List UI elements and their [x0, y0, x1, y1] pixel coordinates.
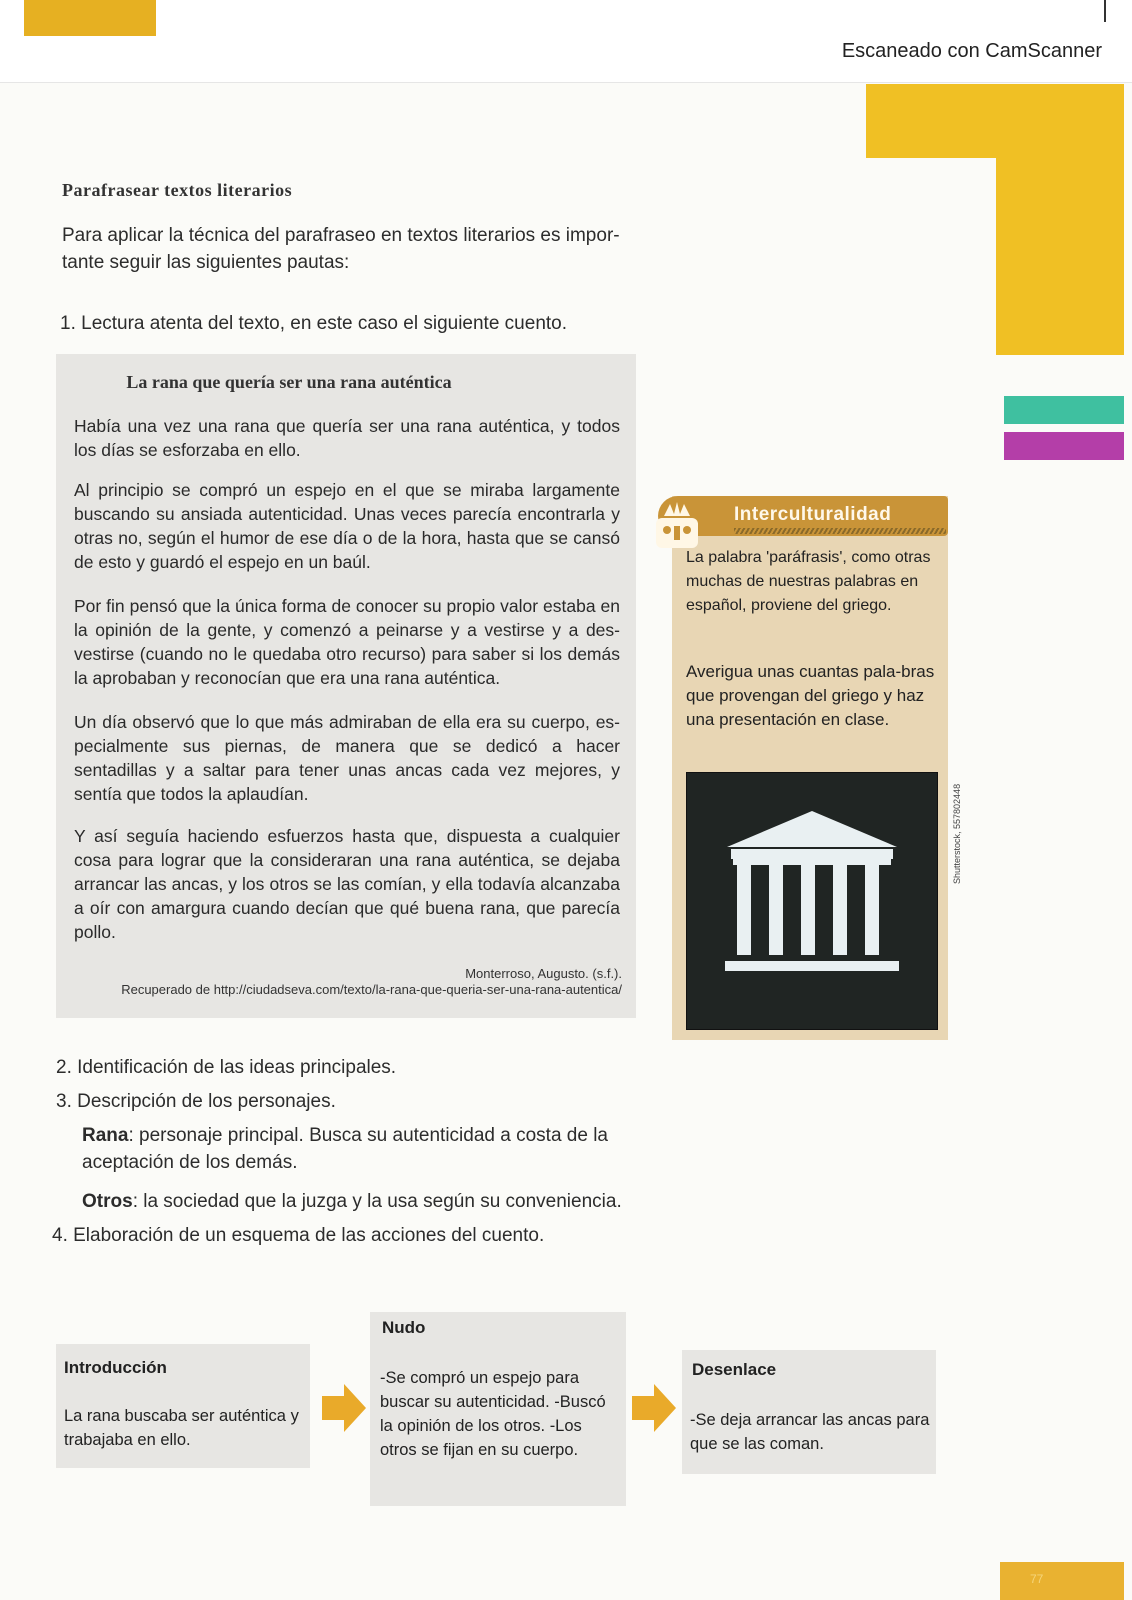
scheme-nudo-text: -Se compró un espejo para buscar su autenticidad. -Buscó la opinión de los otros. -Los otros se fijan en su cuerpo.	[380, 1369, 606, 1459]
character-rana	[82, 1122, 642, 1176]
story-paragraph: Y así seguía haciendo esfuerzos hasta que, dispuesta a cualquier cosa para lograr que la consideraran una rana auténtica, se dejaba arrancar las ancas, y los otros se las comían, y ella todavía alcanzaba a oír con amargura cuando decían que qué buena rana, que parecía pollo.	[74, 826, 620, 942]
page-number-tab	[1000, 1562, 1124, 1600]
scanner-label: Escaneado con CamScanner	[841, 40, 1102, 62]
decorative-purple-bar	[1004, 432, 1124, 460]
story-author: Monterroso, Augusto. (s.f.).	[465, 966, 622, 981]
interculturalidad-task: Averigua unas cuantas pala-bras que provengan del griego y haz una presentación en clase.	[686, 662, 935, 729]
scheme-intro-heading: Introducción	[64, 1358, 167, 1377]
top-yellow-tab	[24, 0, 156, 36]
image-credit: Shutterstock, 557802448	[952, 783, 962, 884]
section-title: Parafrasear textos literarios	[62, 180, 293, 200]
decorative-yellow-block-2	[996, 150, 1124, 355]
story-paragraph: Al principio se compró un espejo en el que se miraba largamente buscando su ansiada autenticidad. Unas veces parecía encontrarla y otras no, según el humor de ese día o de la hora, hasta que se cansó de esto y guardó el espejo en un baúl.	[74, 480, 620, 572]
scheme-nudo-heading: Nudo	[382, 1318, 426, 1337]
greek-temple-image	[686, 772, 938, 1030]
interculturalidad-title: Interculturalidad	[734, 504, 892, 525]
interculturalidad-note: La palabra 'paráfrasis', como otras muchas de nuestras palabras en español, proviene del griego.	[686, 549, 931, 614]
edge-mark	[1104, 0, 1106, 22]
character-otros	[82, 1188, 652, 1215]
character-name: Otros	[82, 1191, 133, 1212]
story-title: La rana que quería ser una rana auténtica	[126, 372, 452, 392]
story-paragraph: Había una vez una rana que quería ser una rana auténtica, y todos los días se esforzaba en ello.	[74, 416, 620, 460]
hatch-divider	[734, 528, 946, 534]
character-description: : la sociedad que la juzga y la usa según su conveniencia.	[132, 1191, 622, 1212]
greek-temple-icon	[687, 773, 937, 1029]
scheme-desenlace-heading: Desenlace	[692, 1360, 777, 1379]
scheme-desenlace-text: -Se deja arrancar las ancas para que se las coman.	[690, 1411, 930, 1453]
step-3: 3. Descripción de los personajes.	[56, 1091, 336, 1112]
character-description: : personaje principal. Busca su autenticidad a costa de la aceptación de los demás.	[82, 1125, 608, 1173]
story-paragraph: Un día observó que lo que más admiraban de ella era su cuerpo, es-pecialmente sus piernas, de manera que se dedicó a hacer sentadillas y a saltar para tener unas ancas cada vez mejores, y sentía que todos la aplaudían.	[74, 712, 620, 804]
step-2: 2. Identificación de las ideas principales.	[56, 1057, 397, 1078]
intro-paragraph: Para aplicar la técnica del parafraseo en textos literarios es impor-tante seguir las siguientes pautas:	[62, 225, 620, 273]
story-paragraph: Por fin pensó que la única forma de conocer su propio valor estaba en la opinión de la gente, y comenzó a peinarse y a vestirse y a des-vestirse (cuando no le quedaba otro recurso) para saber si los demás la aprobaban y reconocían que era una rana auténtica.	[74, 596, 620, 688]
decorative-yellow-block	[866, 84, 1124, 158]
character-name: Rana	[82, 1125, 129, 1146]
arrow-right-icon	[322, 1384, 366, 1432]
page-number: 77	[1030, 1572, 1044, 1586]
decorative-teal-bar	[1004, 396, 1124, 424]
step-1: 1. Lectura atenta del texto, en este caso el siguiente cuento.	[60, 313, 568, 334]
step-4: 4. Elaboración de un esquema de las acciones del cuento.	[52, 1225, 545, 1246]
scheme-intro-text: La rana buscaba ser auténtica y trabajaba en ello.	[64, 1407, 299, 1449]
arrow-right-icon	[632, 1384, 676, 1432]
story-source-link[interactable]: Recuperado de http://ciudadseva.com/texto/la-rana-que-queria-ser-una-rana-autentica/	[121, 982, 622, 997]
